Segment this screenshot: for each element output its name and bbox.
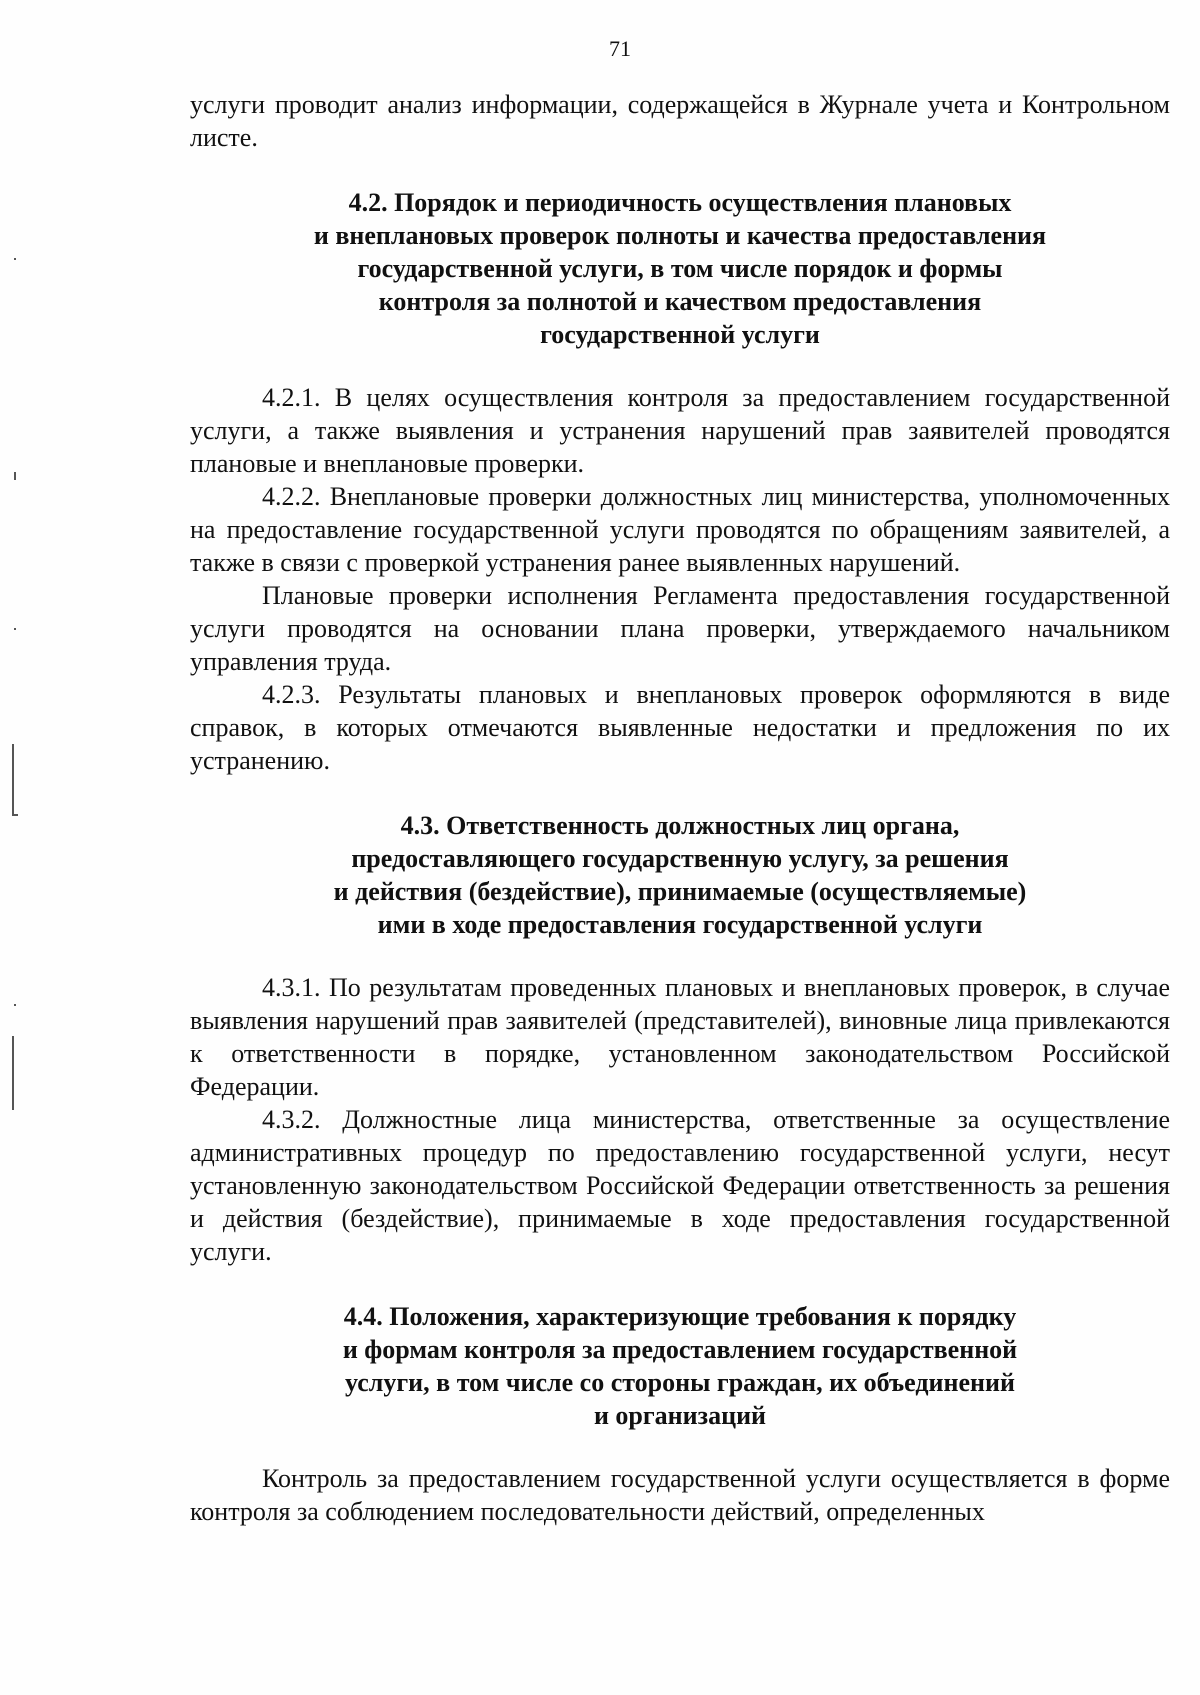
section-heading-4-4 — [190, 1300, 1170, 1432]
paragraph-control: Контроль за предоставлением государственной услуги осуществляется в форме контроля за соблюдением последовательности действий, определенных — [190, 1464, 1170, 1526]
heading-line: предоставляющего государственную услугу, за решения — [351, 844, 1009, 873]
heading-line: услуги, в том числе со стороны граждан, их объединений — [345, 1368, 1015, 1397]
section-heading-4-3 — [190, 809, 1170, 941]
paragraph-4-2-3: 4.2.3. Результаты плановых и внеплановых проверок оформляются в виде справок, в которых отмечаются выявленные недостатки и предложения по их устранению. — [190, 680, 1170, 775]
heading-line: ими в ходе предоставления государственной услуги — [377, 910, 983, 939]
heading-line: 4.2. Порядок и периодичность осуществления плановых — [348, 188, 1012, 217]
paragraph-4-2-1: 4.2.1. В целях осуществления контроля за предоставлением государственной услуги, а также выявления и устранения нарушений прав заявителей проводятся плановые и внеплановые проверки. — [190, 383, 1170, 478]
heading-line: 4.4. Положения, характеризующие требования к порядку — [343, 1302, 1017, 1331]
section-heading-4-2 — [190, 186, 1170, 351]
heading-line: государственной услуги — [540, 320, 820, 349]
heading-line: и организаций — [593, 1401, 767, 1430]
paragraph-4-3-2: 4.3.2. Должностные лица министерства, ответственные за осуществление административных процедур по предоставлению государственной услуги, несут установленную законодательством Российской Федерации ответственность за решения и действия (бездействие), принимаемые в ходе предоставления государственной услуги. — [190, 1105, 1170, 1266]
heading-line: контроля за полнотой и качеством предоставления — [378, 287, 982, 316]
paragraph-4-2-2: 4.2.2. Внеплановые проверки должностных лиц министерства, уполномоченных на предоставление государственной услуги проводятся по обращениям заявителей, а также в связи с проверкой устранения ранее выявленных нарушений. — [190, 482, 1170, 577]
page-number: 71 — [609, 36, 631, 61]
heading-line: и формам контроля за предоставлением государственной — [342, 1335, 1018, 1364]
document-body — [190, 88, 1170, 1528]
scan-margin-marks — [0, 0, 40, 1695]
heading-line: и внеплановых проверок полноты и качества предоставления — [313, 221, 1047, 250]
heading-line: 4.3. Ответственность должностных лиц органа, — [400, 811, 960, 840]
heading-line: и действия (бездействие), принимаемые (осуществляемые) — [333, 877, 1027, 906]
paragraph-planned-checks: Плановые проверки исполнения Регламента предоставления государственной услуги проводятся на основании плана проверки, утверждаемого начальником управления труда. — [190, 581, 1170, 676]
paragraph-4-3-1: 4.3.1. По результатам проведенных плановых и внеплановых проверок, в случае выявления нарушений прав заявителей (представителей), виновные лица привлекаются к ответственности в порядке, установленном законодательством Российской Федерации. — [190, 973, 1170, 1101]
heading-line: государственной услуги, в том числе порядок и формы — [357, 254, 1003, 283]
intro-paragraph: услуги проводит анализ информации, содержащейся в Журнале учета и Контрольном листе. — [190, 90, 1170, 152]
